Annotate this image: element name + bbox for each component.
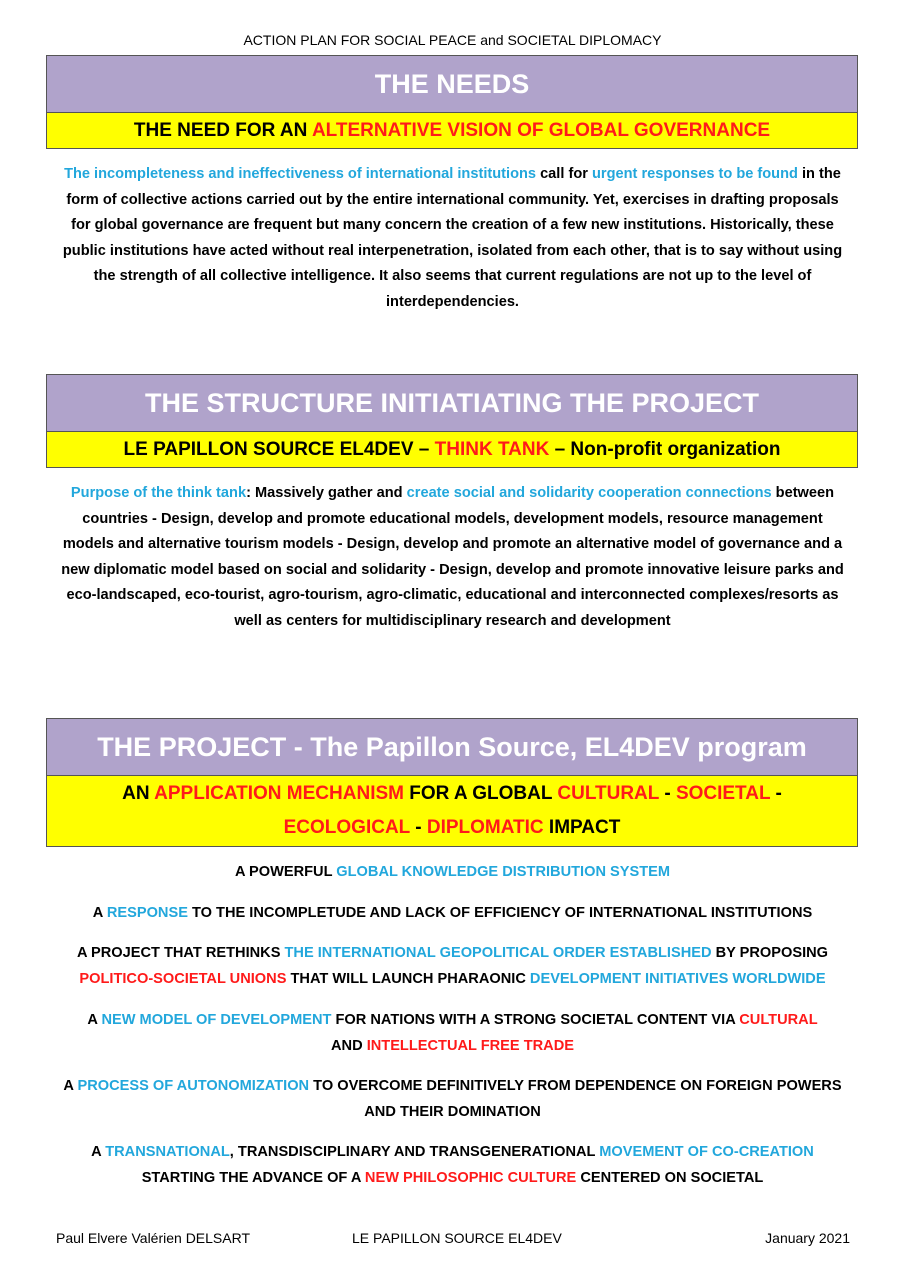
item-text: PROCESS OF AUTONOMIZATION	[77, 1078, 310, 1094]
item-text: CENTERED ON SOCIETAL	[576, 1169, 764, 1186]
item-text: BY PROPOSING	[711, 945, 829, 961]
item-text: AND	[331, 1037, 367, 1054]
structure-title: THE STRUCTURE INITIATIATING THE PROJECT	[46, 374, 858, 431]
footer-author: Paul Elvere Valérien DELSART	[56, 1230, 251, 1246]
item-text: CULTURAL	[739, 1012, 818, 1028]
item-text: , TRANSDISCIPLINARY AND TRANSGENERATIONAL	[229, 1144, 600, 1160]
structure-subtitle	[46, 431, 858, 468]
item-text: DEVELOPMENT INITIATIVES WORLDWIDE	[529, 970, 826, 987]
project-item	[56, 1008, 849, 1059]
needs-text-3: urgent responses to be found	[591, 166, 798, 182]
footer-org: LE PAPILLON SOURCE EL4DEV	[352, 1230, 562, 1246]
project-subtitle-e: -	[659, 783, 676, 804]
needs-text-2: call for	[536, 166, 592, 182]
item-text: RESPONSE	[106, 905, 188, 921]
project-subtitle-b: APPLICATION MECHANISM	[154, 783, 404, 804]
item-text: GLOBAL KNOWLEDGE DISTRIBUTION SYSTEM	[336, 864, 671, 880]
project-subtitle-h: ECOLOGICAL	[283, 817, 410, 838]
item-text: TRANSNATIONAL	[105, 1144, 230, 1160]
needs-title: THE NEEDS	[46, 55, 858, 112]
item-text: A POWERFUL	[234, 864, 337, 880]
item-text: A	[87, 1012, 102, 1028]
project-title: THE PROJECT - The Papillon Source, EL4DEV program	[46, 718, 858, 775]
item-text: TO THE INCOMPLETUDE AND LACK OF EFFICIENCY OF INTERNATIONAL INSTITUTIONS	[187, 905, 813, 921]
structure-text-2: : Massively gather and	[246, 485, 407, 501]
item-text: FOR NATIONS WITH A STRONG SOCIETAL CONTENT VIA	[331, 1012, 740, 1028]
item-text: A	[91, 1144, 106, 1160]
project-subtitle-d: CULTURAL	[557, 783, 660, 804]
project-item	[56, 901, 849, 927]
needs-text-4: in the form of collective actions carried out by the entire international community. Yet, exercises in drafting proposals for global governance are frequent but many concern the creation of a few new institutions. Historically, these public institutions have acted without real interpenetration, isolated from each other, that is to say without using the strength of all collective intelligence. It also seems that current regulations are not up to the level of interdependencies.	[62, 166, 843, 310]
structure-text-3: create social and solidarity cooperation connections	[406, 485, 772, 501]
item-text: THAT WILL LAUNCH PHARAONIC	[286, 970, 530, 987]
page-header: ACTION PLAN FOR SOCIAL PEACE and SOCIETAL DIPLOMACY	[243, 32, 662, 48]
item-text: NEW PHILOSOPHIC CULTURE	[364, 1169, 577, 1186]
project-subtitle-g: -	[770, 783, 782, 804]
project-item	[56, 860, 849, 886]
needs-subtitle	[46, 112, 858, 149]
item-text: POLITICO-SOCIETAL UNIONS	[79, 970, 287, 987]
item-text: MOVEMENT OF CO-CREATION	[599, 1144, 814, 1160]
project-subtitle-j: DIPLOMATIC	[426, 817, 544, 838]
project-item	[56, 941, 849, 992]
needs-text-1: The incompleteness and ineffectiveness of international institutions	[64, 166, 537, 182]
project-subtitle-k: IMPACT	[543, 817, 621, 838]
structure-text-1: Purpose of the think tank	[70, 485, 247, 501]
project-subtitle	[46, 775, 858, 847]
item-text: NEW MODEL OF DEVELOPMENT	[101, 1012, 332, 1028]
project-subtitle-f: SOCIETAL	[675, 783, 771, 804]
project-item	[56, 1140, 849, 1191]
item-text: THE INTERNATIONAL GEOPOLITICAL ORDER ESTABLISHED	[284, 945, 712, 961]
item-text: A	[92, 905, 107, 921]
project-subtitle-i: -	[409, 817, 427, 838]
needs-subtitle-text: THE NEED FOR AN	[133, 119, 312, 141]
item-text: A PROJECT THAT RETHINKS	[76, 945, 285, 961]
structure-subtitle-highlight: THINK TANK	[434, 438, 550, 460]
item-text: A	[63, 1078, 78, 1094]
project-subtitle-a: AN	[122, 783, 155, 804]
needs-paragraph	[56, 162, 849, 315]
item-text: TO OVERCOME DEFINITIVELY FROM DEPENDENCE ON FOREIGN POWERS AND THEIR DOMINATION	[309, 1078, 842, 1120]
needs-subtitle-highlight: ALTERNATIVE VISION OF GLOBAL GOVERNANCE	[311, 119, 771, 141]
project-item	[56, 1074, 849, 1125]
footer-date: January 2021	[765, 1230, 850, 1246]
structure-paragraph	[56, 481, 849, 634]
project-subtitle-c: FOR A GLOBAL	[403, 783, 558, 804]
structure-subtitle-text-1: LE PAPILLON SOURCE EL4DEV –	[123, 438, 435, 460]
item-text: INTELLECTUAL FREE TRADE	[366, 1037, 574, 1054]
structure-subtitle-text-2: – Non-profit organization	[549, 438, 781, 460]
item-text: STARTING THE ADVANCE OF A	[141, 1169, 365, 1186]
structure-text-4: between countries - Design, develop and promote educational models, development models, resource management models and alternative tourism models - Design, develop and promote an alternative model of governance and a new diplomatic model based on social and solidarity - Design, develop and promote innovative leisure parks and eco-landscaped, eco-tourist, agro-tourism, agro-climatic, educational and interconnected complexes/resorts as well as centers for multidisciplinary research and development	[61, 485, 844, 629]
